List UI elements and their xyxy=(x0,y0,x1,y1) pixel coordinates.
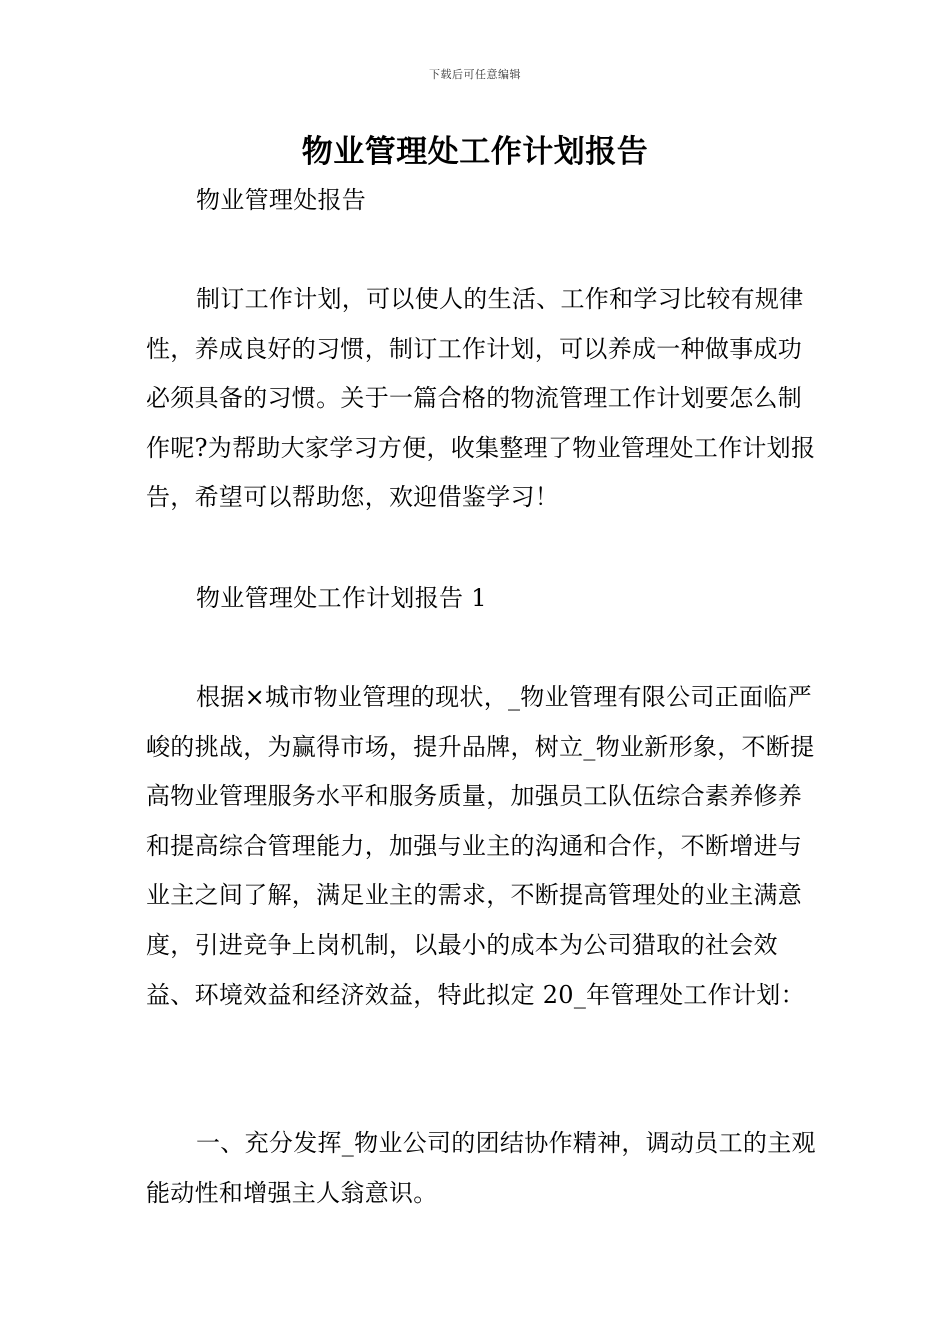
header-note: 下载后可任意编辑 xyxy=(429,68,521,81)
document-title: 物业管理处工作计划报告 xyxy=(301,134,649,170)
subtitle-paragraph: 物业管理处报告 xyxy=(196,186,367,214)
body-paragraph-1: 根据×城市物业管理的现状，_物业管理有限公司正面临严峻的挑战，为赢得市场，提升品牌，树立_物业新形象，不断提高物业管理服务水平和服务质量，加强员工队伍综合素养修养和提高综合管理能力，加强与业主的沟通和合作，不断增进与业主之间了解，满足业主的需求，不断提高管理处的业主满意度，引进竞争上岗机制，以最小的成本为公司猎取的社会效益、环境效益和经济效益，特此拟定 20_年管理处工作计划： xyxy=(146,683,815,1009)
intro-paragraph: 制订工作计划，可以使人的生活、工作和学习比较有规律性，养成良好的习惯，制订工作计划，可以养成一种做事成功必须具备的习惯。关于一篇合格的物流管理工作计划要怎么制作呢?为帮助大家学习方便，收集整理了物业管理处工作计划报告，希望可以帮助您，欢迎借鉴学习！ xyxy=(146,285,816,512)
section-heading-1: 物业管理处工作计划报告 1 xyxy=(196,584,487,612)
list-item-1: 一、充分发挥_物业公司的团结协作精神，调动员工的主观能动性和增强主人翁意识。 xyxy=(146,1129,816,1207)
